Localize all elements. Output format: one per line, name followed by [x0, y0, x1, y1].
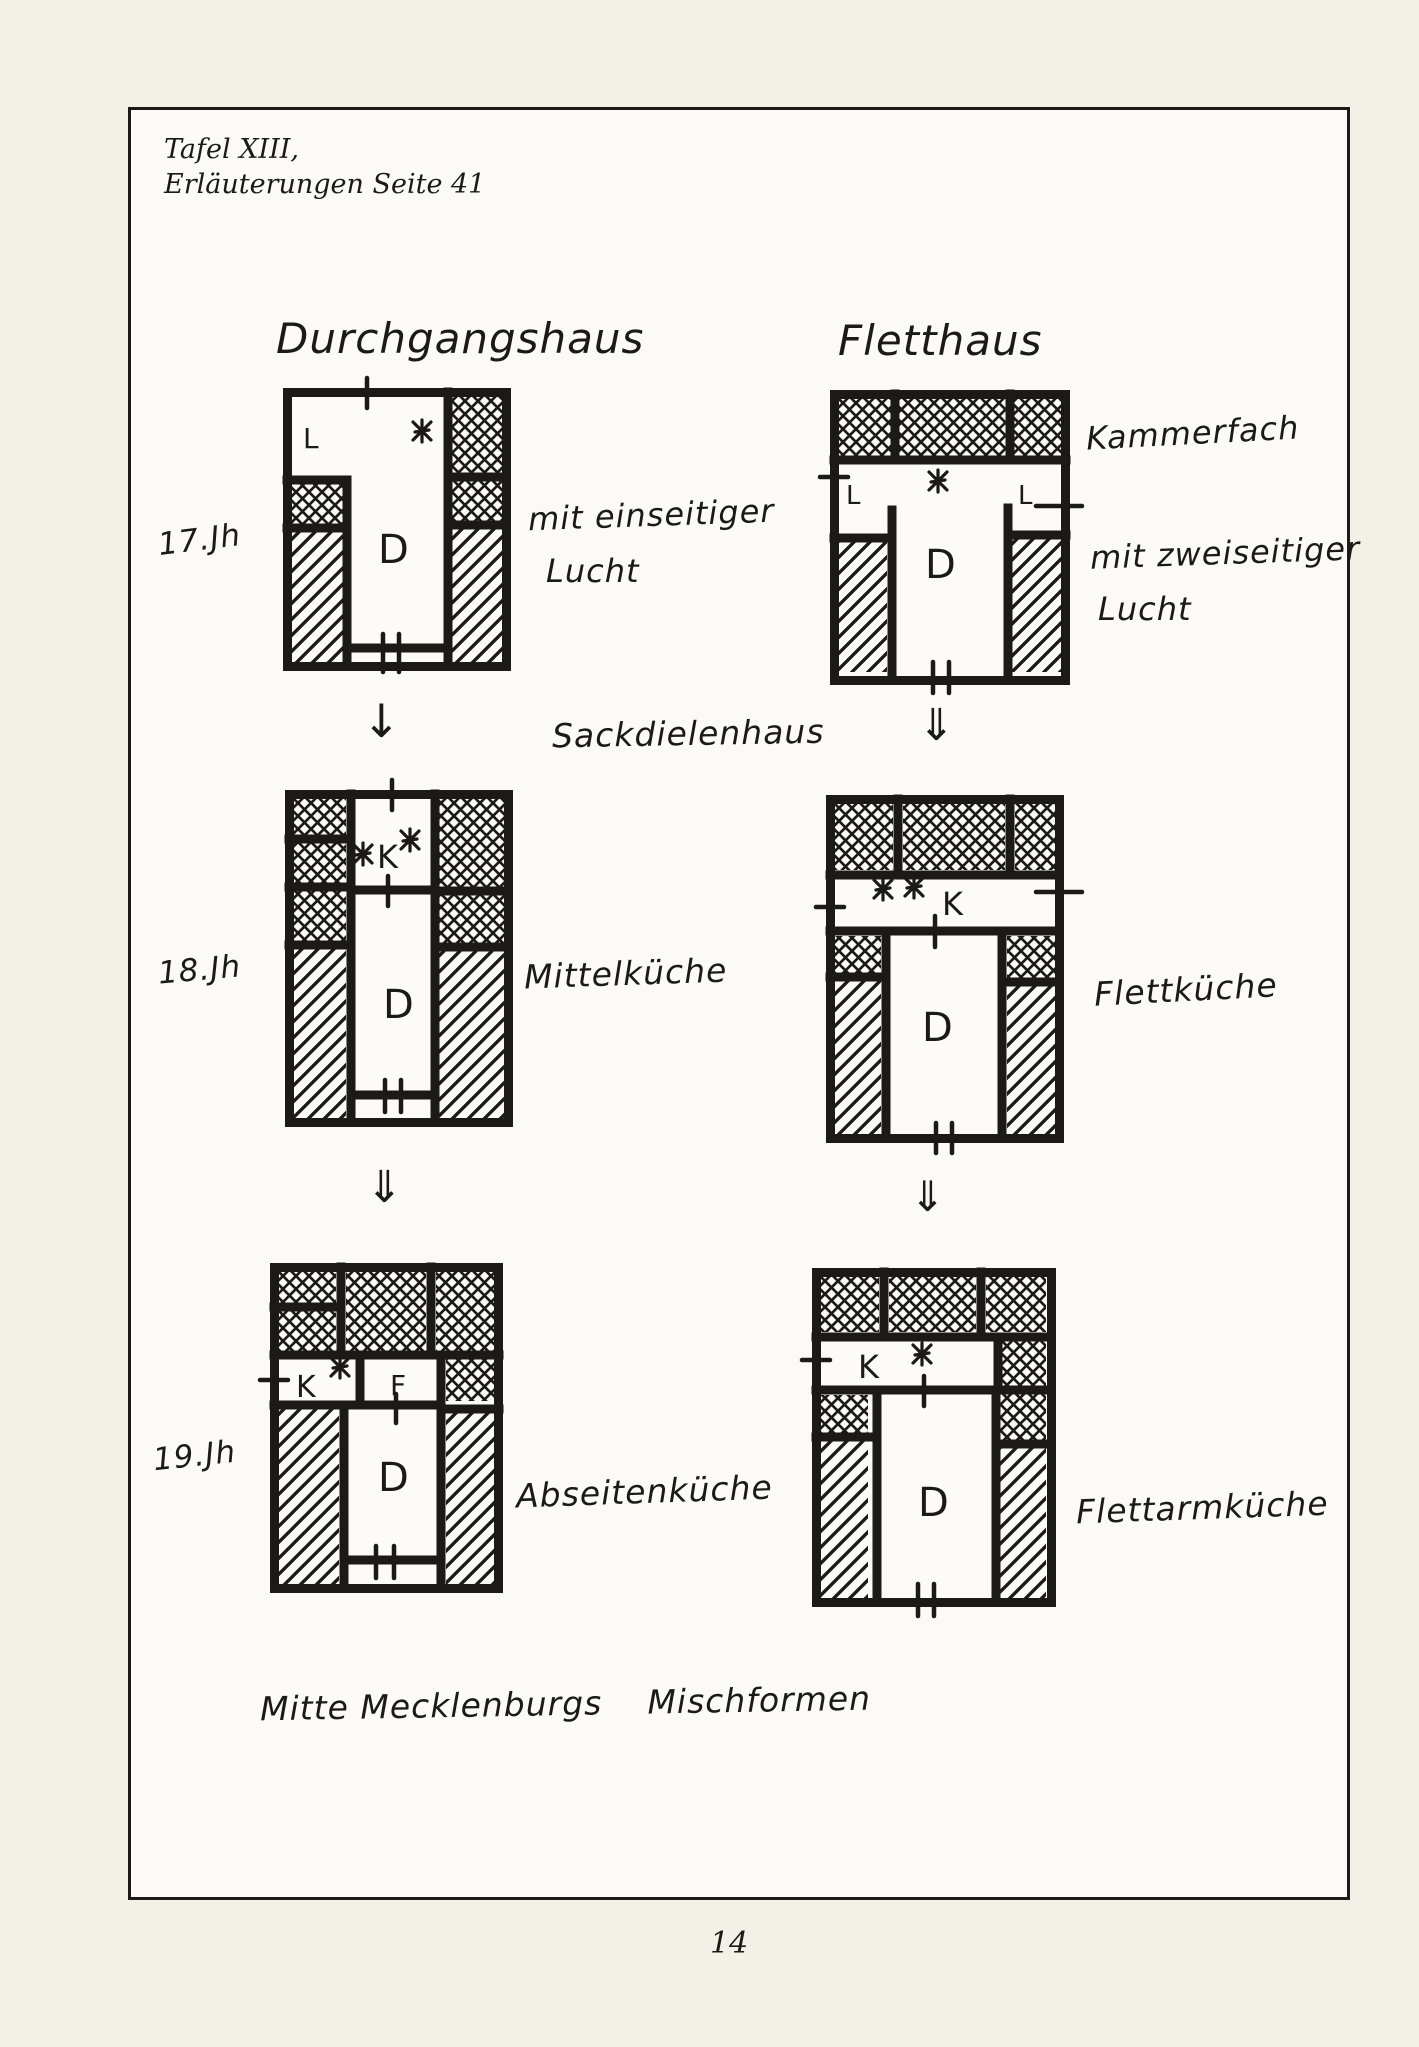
hearth-icon — [401, 829, 419, 851]
caption-r1-right-line2: Lucht — [1098, 590, 1192, 628]
down-arrow-icon: ⇓ — [366, 1162, 403, 1213]
room-letter-k: K — [858, 1348, 879, 1386]
room-letter-k: K — [377, 838, 398, 876]
hearth-icon — [331, 1356, 349, 1378]
room-letter-d: D — [383, 982, 414, 1028]
hearth-icon — [905, 876, 923, 898]
caption-r1-left-line1: mit einseitiger — [527, 491, 776, 539]
floor-plan-flettarmkueche-19jh — [812, 1268, 1056, 1607]
column-heading-right: Fletthaus — [838, 316, 1043, 365]
period-label-17jh: 17.Jh — [156, 517, 243, 563]
floor-plan-fletthaus-17jh — [830, 390, 1070, 685]
down-arrow-icon: ↓ — [362, 694, 401, 748]
hearth-icon — [929, 470, 947, 492]
room-letter-l-right: L — [1018, 481, 1033, 511]
down-arrow-icon: ⇓ — [918, 700, 955, 751]
caption-flettkueche: Flettküche — [1093, 965, 1279, 1014]
footer-note-part1: Mitte Mecklenburgs — [259, 1683, 603, 1729]
room-letter-k: K — [296, 1370, 316, 1405]
page-number: 14 — [710, 1926, 749, 1961]
room-letter-d: D — [378, 1455, 409, 1501]
floor-plan-durchgangshaus-17jh — [283, 388, 511, 671]
note-sackdielenhaus: Sackdielenhaus — [551, 711, 825, 756]
caption-mittelkueche: Mittelküche — [523, 950, 729, 997]
hearth-icon — [913, 1343, 931, 1365]
room-letter-l-left: L — [846, 481, 861, 511]
caption-abseitenkueche: Abseitenküche — [515, 1467, 774, 1516]
plate-title: Tafel XIII, — [164, 134, 299, 165]
hearth-icon — [413, 420, 431, 442]
room-letter-d: D — [922, 1005, 953, 1051]
period-label-19jh: 19.Jh — [151, 1433, 238, 1479]
floor-plan-abseitenkueche-19jh — [270, 1263, 503, 1593]
down-arrow-icon: ⇓ — [910, 1172, 946, 1221]
footer-note-part2: Mischformen — [647, 1678, 872, 1722]
room-letter-d: D — [918, 1480, 949, 1526]
room-letter-f: F — [390, 1369, 407, 1402]
caption-flettarmkueche: Flettarmküche — [1075, 1483, 1330, 1532]
caption-r1-right-line1: mit zweiseitiger — [1089, 529, 1361, 577]
plate-subtitle: Erläuterungen Seite 41 — [164, 169, 486, 200]
column-heading-left: Durchgangshaus — [276, 314, 645, 363]
hearth-icon — [874, 878, 892, 900]
floor-plan-flettkueche-18jh — [826, 795, 1064, 1143]
period-label-18jh: 18.Jh — [156, 948, 243, 992]
caption-kammerfach: Kammerfach — [1085, 408, 1301, 458]
room-letter-k: K — [942, 885, 963, 923]
room-letter-d: D — [925, 542, 956, 588]
floor-plan-mittelkueche-18jh — [285, 790, 513, 1127]
caption-r1-left-line2: Lucht — [546, 552, 640, 590]
hearth-icon — [354, 843, 372, 865]
room-letter-d: D — [378, 527, 409, 573]
room-letter-l: L — [303, 422, 319, 455]
